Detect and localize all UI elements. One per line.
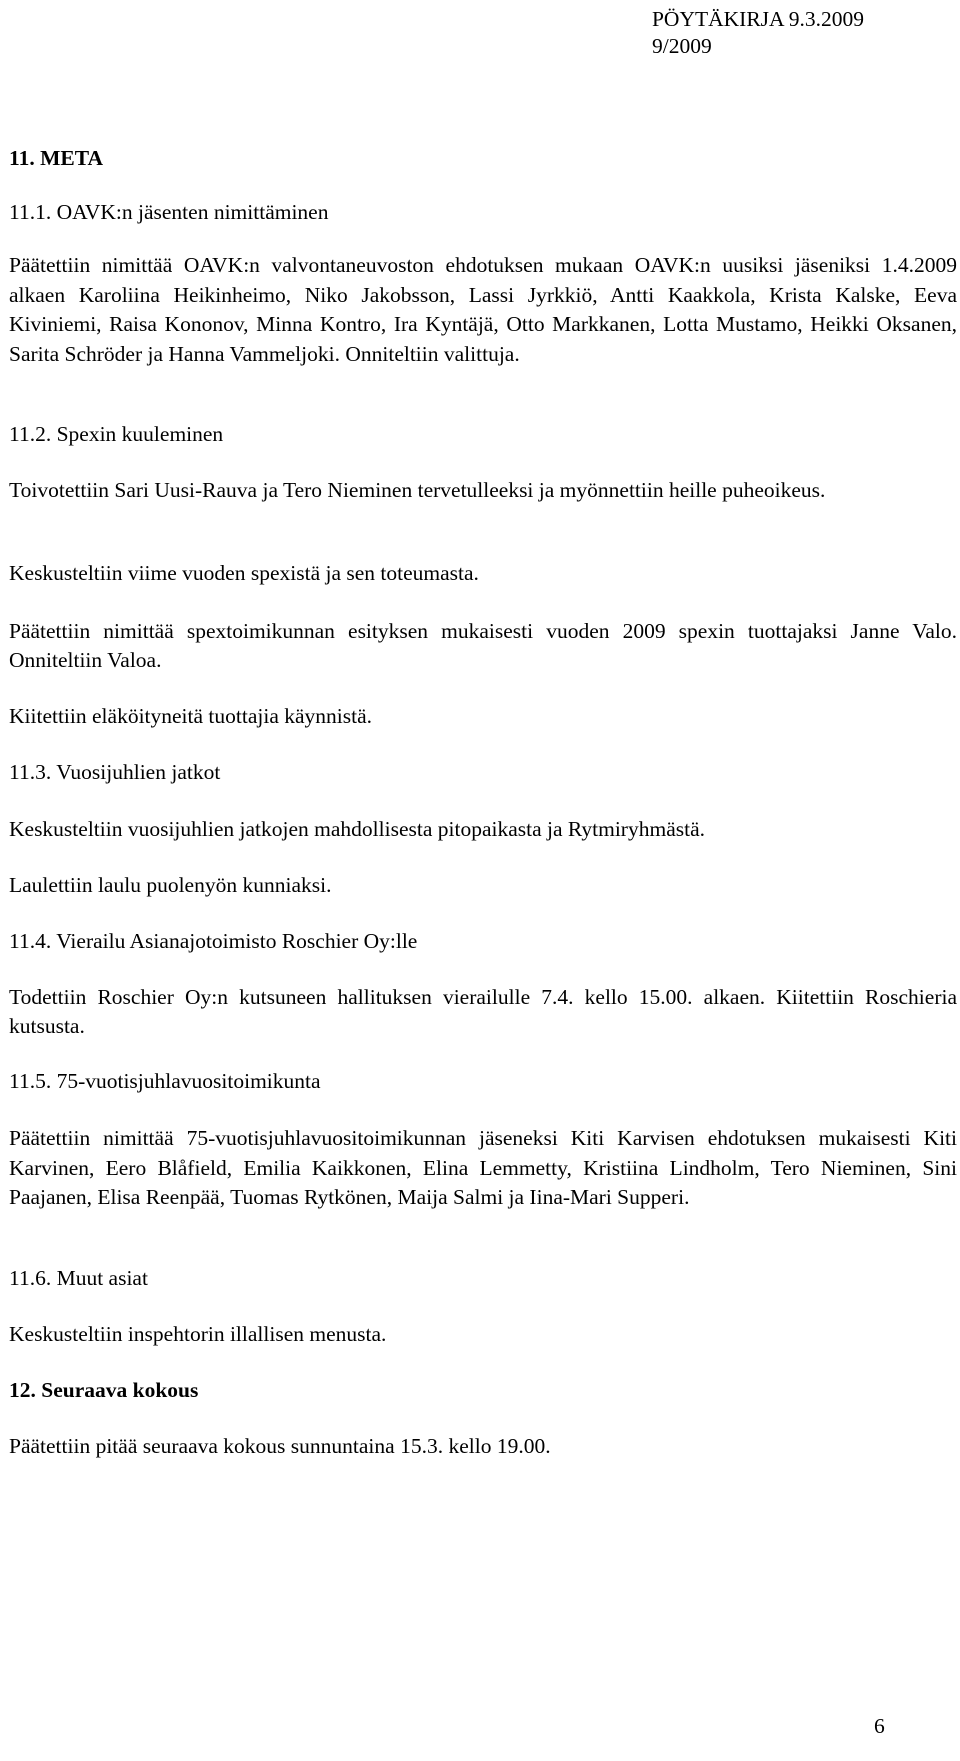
section-11-2-title: 11.2. Spexin kuuleminen [9,422,224,446]
section-12-title: 12. Seuraava kokous [9,1378,199,1402]
section-11-3-paragraph-2: Laulettiin laulu puolenyön kunniaksi. [9,873,332,897]
section-11-5-title: 11.5. 75-vuotisjuhlavuositoimikunta [9,1069,321,1093]
section-11-2-paragraph-3: Päätettiin nimittää spextoimikunnan esityksen mukaisesti vuoden 2009 spexin tuottajaksi Janne Valo. Onniteltiin Valoa. [9,619,957,672]
section-11-6-title: 11.6. Muut asiat [9,1266,148,1290]
section-11-3-title: 11.3. Vuosijuhlien jatkot [9,760,221,784]
section-11-3-paragraph-1: Keskusteltiin vuosijuhlien jatkojen mahdollisesta pitopaikasta ja Rytmiryhmästä. [9,817,705,841]
section-11-title: 11. META [9,146,103,170]
section-11-4-paragraph-1: Todettiin Roschier Oy:n kutsuneen hallituksen vierailulle 7.4. kello 15.00. alkaen. Kiitettiin Roschieria kutsusta. [9,985,957,1038]
section-11-5-paragraph-1: Päätettiin nimittää 75-vuotisjuhlavuositoimikunnan jäseneksi Kiti Karvisen ehdotuksen mukaisesti Kiti Karvinen, Eero Blåfield, Emilia Kaikkonen, Elina Lemmetty, Kristiina Lindholm, Tero Nieminen, Sini Paajanen, Elisa Reenpää, Tuomas Rytkönen, Maija Salmi ja Iina-Mari Supperi. [9,1126,957,1209]
section-11-1-text: Päätettiin nimittää OAVK:n valvontaneuvoston ehdotuksen mukaan OAVK:n uusiksi jäseniksi 1.4.2009 alkaen Karoliina Heikinheimo, Niko Jakobsson, Lassi Jyrkkiö, Antti Kaakkola, Krista Kalske, Eeva Kiviniemi, Raisa Kononov, Minna Kontro, Ira Kyntäjä, Otto Markkanen, Lotta Mustamo, Heikki Oksanen, Sarita Schröder ja Hanna Vammeljoki. Onniteltiin valittuja. [9,253,957,366]
section-11-2-paragraph-1: Toivotettiin Sari Uusi-Rauva ja Tero Nieminen tervetulleeksi ja myönnettiin heille puheoikeus. [9,478,826,502]
document-header [652,6,864,60]
header-doc-number: 9/2009 [651,34,712,58]
section-12-paragraph-1: Päätettiin pitää seuraava kokous sunnuntaina 15.3. kello 19.00. [9,1434,551,1458]
page-number: 6 [874,1714,885,1738]
section-11-2-paragraph-2: Keskusteltiin viime vuoden spexistä ja sen toteumasta. [9,561,479,585]
section-11-4-title: 11.4. Vierailu Asianajotoimisto Roschier Oy:lle [9,929,418,953]
section-11-1-title: 11.1. OAVK:n jäsenten nimittäminen [9,200,329,224]
section-11-2-paragraph-4: Kiitettiin eläköityneitä tuottajia käynnistä. [9,704,373,728]
header-title: PÖYTÄKIRJA 9.3.2009 [651,7,864,31]
section-11-6-paragraph-1: Keskusteltiin inspehtorin illallisen menusta. [9,1322,387,1346]
